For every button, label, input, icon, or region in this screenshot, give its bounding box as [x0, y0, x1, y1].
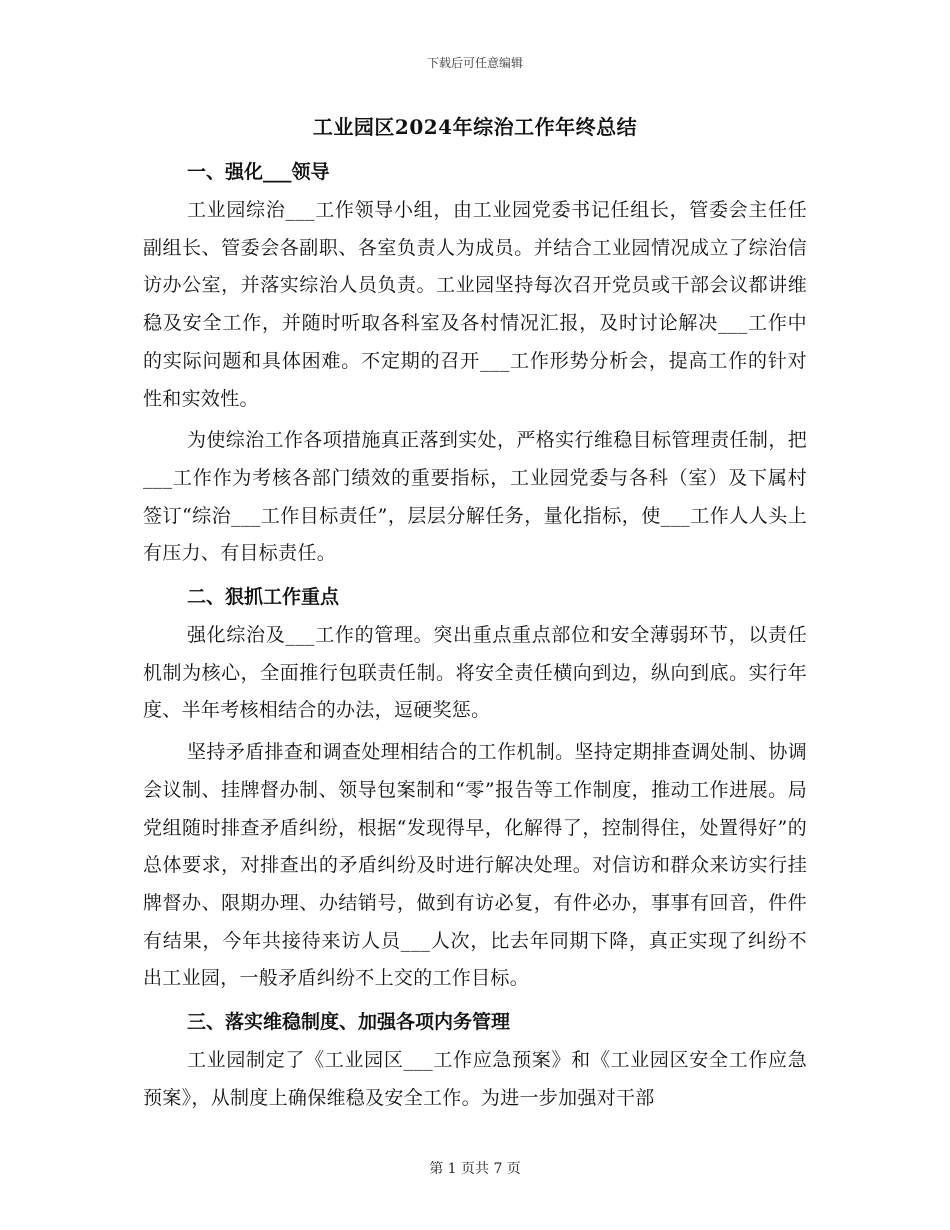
- paragraph: 为使综治工作各项措施真正落到实处，严格实行维稳目标管理责任制，把___工作作为考核各部门绩效的重要指标，工业园党委与各科（室）及下属村签订“综治___工作目标责任”，层层分解任务，量化指标，使___工作人人头上有压力、有目标责任。: [143, 429, 807, 565]
- section-3: [143, 1002, 807, 1117]
- paragraph: 强化综治及___工作的管理。突出重点重点部位和安全薄弱环节，以责任机制为核心，全面推行包联责任制。将安全责任横向到边，纵向到底。实行年度、半年考核相结合的办法，逗硬奖惩。: [143, 624, 807, 722]
- paragraph: 工业园综治___工作领导小组，由工业园党委书记任组长，管委会主任任副组长、管委会各副职、各室负责人为成员。并结合工业园情况成立了综治信访办公室，并落实综治人员负责。工业园坚持每次召开党员或干部会议都讲维稳及安全工作，并随时听取各科室及各村情况汇报，及时讨论解决___工作中的实际问题和具体困难。不定期的召开___工作形势分析会，提高工作的针对性和实效性。: [143, 199, 807, 410]
- section-2: [143, 577, 807, 998]
- page-header: 下载后可任意编辑: [426, 56, 523, 70]
- paragraph: 工业园制定了《工业园区___工作应急预案》和《工业园区安全工作应急预案》，从制度上确保维稳及安全工作。为进一步加强对干部: [143, 1049, 807, 1109]
- page-footer: 第 1 页共 7 页: [429, 1161, 521, 1177]
- document-body: [143, 112, 807, 1121]
- section-1: [143, 152, 807, 573]
- paragraph: 坚持矛盾排查和调查处理相结合的工作机制。坚持定期排查调处制、协调会议制、挂牌督办制、领导包案制和“零”报告等工作制度，推动工作进展。局党组随时排查矛盾纠纷，根据“发现得早，化解得了，控制得住，处置得好”的总体要求，对排查出的矛盾纠纷及时进行解决处理。对信访和群众来访实行挂牌督办、限期办理、办结销号，做到有访必复，有件必办，事事有回音，件件有结果，今年共接待来访人员___人次，比去年同期下降，真正实现了纠纷不出工业园，一般矛盾纠纷不上交的工作目标。: [143, 741, 807, 990]
- section-heading: 一、强化___领导: [187, 161, 330, 183]
- document-title: 工业园区2024年综治工作年终总结: [312, 115, 638, 139]
- section-heading: 二、狠抓工作重点: [187, 586, 340, 609]
- section-heading: 三、落实维稳制度、加强各项内务管理: [187, 1011, 511, 1034]
